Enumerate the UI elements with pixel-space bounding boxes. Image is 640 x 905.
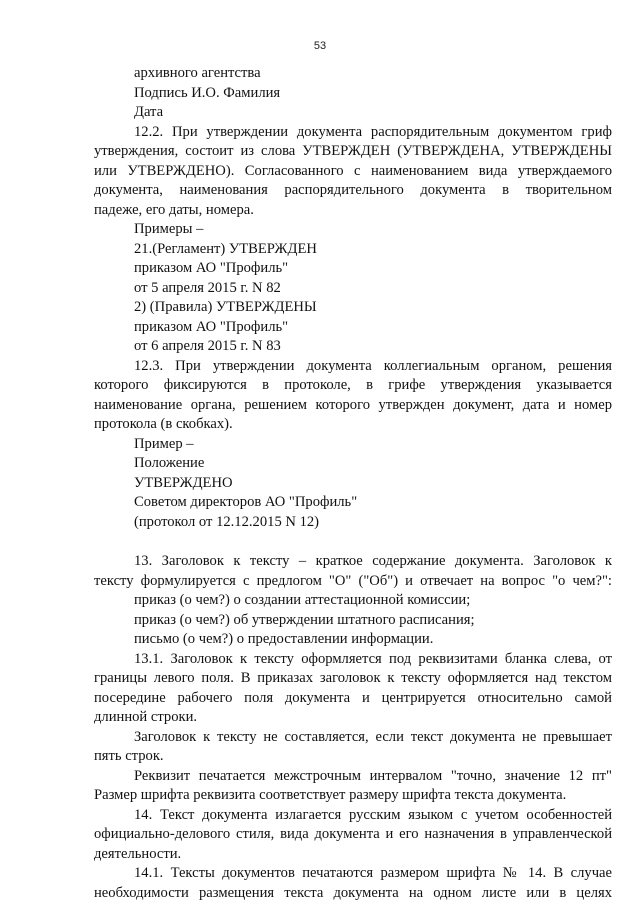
text-line: 14.1. Тексты документов печатаются размером шрифта № 14. В случае (134, 865, 612, 881)
text-line: Положение (134, 455, 205, 471)
text-line: Примеры – (134, 221, 204, 237)
text-line: 13. Заголовок к тексту – краткое содержание документа. Заголовок к (134, 553, 612, 569)
text-line: Заголовок к тексту не составляется, если текст документа не превышает (134, 728, 612, 745)
text-line: УТВЕРЖДЕНО (134, 474, 233, 491)
text-line: приказом АО "Профиль" (134, 260, 289, 276)
text-line: Дата (134, 104, 164, 120)
text-line: наименование органа, решением которого утвержден документ, дата и номер (94, 396, 612, 413)
text-line: Реквизит печатается межстрочным интервалом "точно, значение 12 пт" (134, 767, 612, 784)
text-line: документа, наименования распорядительного документа в творительном (94, 182, 612, 198)
text-line: посередине рабочего поля документа и центрируется относительно самой (94, 689, 612, 706)
text-line: приказ (о чем?) о создании аттестационной комиссии; (134, 592, 471, 608)
text-line: Размер шрифта реквизита соответствует размеру шрифта текста документа. (94, 787, 567, 803)
text-line: 21.(Регламент) УТВЕРЖДЕН (134, 240, 317, 257)
text-line: утверждения, состоит из слова УТВЕРЖДЕН (УТВЕРЖДЕНА, УТВЕРЖДЕНЫ (94, 143, 612, 159)
text-line: архивного агентства (134, 65, 261, 81)
text-line: от 5 апреля 2015 г. N 82 (134, 279, 281, 296)
text-line: приказом АО "Профиль" (134, 318, 289, 335)
text-line: 12.2. При утверждении документа распорядительным документом гриф (134, 123, 612, 140)
paragraph-gap (94, 532, 612, 552)
text-line: Советом директоров АО "Профиль" (134, 494, 358, 510)
text-line: Пример – (134, 435, 194, 452)
page-number: 53 (313, 40, 327, 52)
text-line: 12.3. При утверждении документа коллегиальным органом, решения (134, 357, 612, 374)
text-line: Подпись И.О. Фамилия (134, 84, 281, 101)
text-line: официально-делового стиля, вида документа и его назначения в управленческой (94, 826, 612, 842)
text-line: необходимости размещения текста документа на одном листе или в целях (94, 884, 612, 901)
text-line: падеже, его даты, номера. (94, 201, 254, 218)
text-line: письмо (о чем?) о предоставлении информации. (134, 631, 434, 647)
text-line: длинной строки. (94, 709, 198, 725)
text-line: протокола (в скобках). (94, 416, 233, 432)
text-line: 13.1. Заголовок к тексту оформляется под реквизитами бланка слева, от (134, 650, 612, 667)
text-line: (протокол от 12.12.2015 N 12) (134, 513, 320, 530)
text-line: которого фиксируются в протоколе, в грифе утверждения указывается (94, 377, 612, 393)
text-line: 14. Текст документа излагается русским языком с учетом особенностей (134, 806, 612, 823)
document-body (94, 64, 612, 903)
text-line: 2) (Правила) УТВЕРЖДЕНЫ (134, 299, 317, 315)
text-line: или УТВЕРЖДЕНО). Согласованного с наименованием вида утверждаемого (94, 162, 612, 179)
text-line: от 6 апреля 2015 г. N 83 (134, 338, 281, 354)
text-line: приказ (о чем?) об утверждении штатного расписания; (134, 611, 475, 628)
text-line: границы левого поля. В приказах заголовок к тексту оформляется над текстом (94, 670, 612, 686)
text-line: тексту формулируется с предлогом "О" ("Об") и отвечает на вопрос "о чем?": (94, 572, 612, 589)
text-line: пять строк. (94, 748, 164, 764)
text-line: деятельности. (94, 845, 182, 862)
